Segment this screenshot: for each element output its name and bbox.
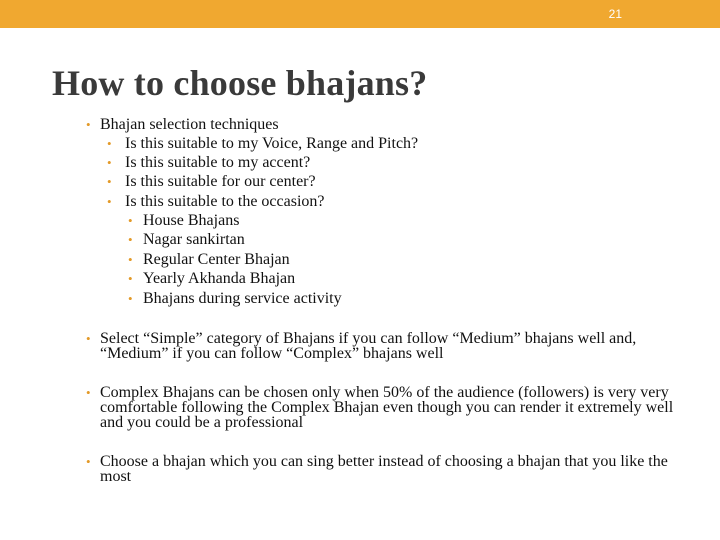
occasion-item — [128, 251, 290, 268]
question-item — [107, 135, 419, 152]
bullet-choose — [86, 453, 685, 485]
slide-number: 21 — [608, 7, 622, 21]
bullet-text: Bhajan selection techniques — [100, 116, 279, 133]
occasion-text: Nagar sankirtan — [143, 231, 245, 248]
bullet-text: Complex Bhajans can be chosen only when 50% of the audience (followers) is very very comfortable following the Complex Bhajan even though you can render it extremely well and you could be a professional — [100, 384, 674, 431]
occasion-text: Bhajans during service activity — [143, 290, 342, 307]
occasion-item — [128, 270, 296, 287]
bullet-dot-icon: • — [86, 117, 91, 132]
occasion-item — [128, 212, 240, 229]
bullet-intro — [86, 116, 279, 133]
bullet-dot-icon: • — [107, 155, 112, 170]
occasion-text: House Bhajans — [143, 212, 240, 229]
occasion-text: Yearly Akhanda Bhajan — [143, 270, 296, 287]
bullet-text: Select “Simple” category of Bhajans if you can follow “Medium” bhajans well and, “Medium” if you can follow “Complex” bhajans well — [100, 330, 637, 362]
bullet-dot-icon: • — [86, 385, 91, 400]
bullet-dot-icon: • — [107, 174, 112, 189]
bullet-dot-icon: • — [128, 232, 133, 247]
occasion-item — [128, 231, 245, 248]
bullet-dot-icon: • — [128, 213, 133, 228]
bullet-dot-icon: • — [86, 331, 91, 346]
bullet-dot-icon: • — [128, 252, 133, 267]
question-item — [107, 193, 325, 210]
question-text: Is this suitable to my Voice, Range and Pitch? — [125, 135, 419, 152]
occasion-text: Regular Center Bhajan — [143, 251, 290, 268]
question-text: Is this suitable to the occasion? — [125, 193, 325, 210]
bullet-complex — [86, 384, 685, 431]
bullet-dot-icon: • — [128, 271, 133, 286]
question-text: Is this suitable for our center? — [125, 173, 316, 190]
bullet-dot-icon: • — [86, 454, 91, 469]
bullet-simple — [86, 330, 685, 362]
bullet-dot-icon: • — [107, 136, 112, 151]
slide-title: How to choose bhajans? — [52, 63, 428, 103]
bullet-text: Choose a bhajan which you can sing better instead of choosing a bhajan that you like the most — [100, 453, 668, 485]
question-item — [107, 154, 311, 171]
question-item — [107, 173, 316, 190]
question-text: Is this suitable to my accent? — [125, 154, 311, 171]
bullet-dot-icon: • — [128, 291, 133, 306]
occasion-item — [128, 290, 342, 307]
top-accent-bar — [0, 0, 720, 28]
bullet-dot-icon: • — [107, 194, 112, 209]
